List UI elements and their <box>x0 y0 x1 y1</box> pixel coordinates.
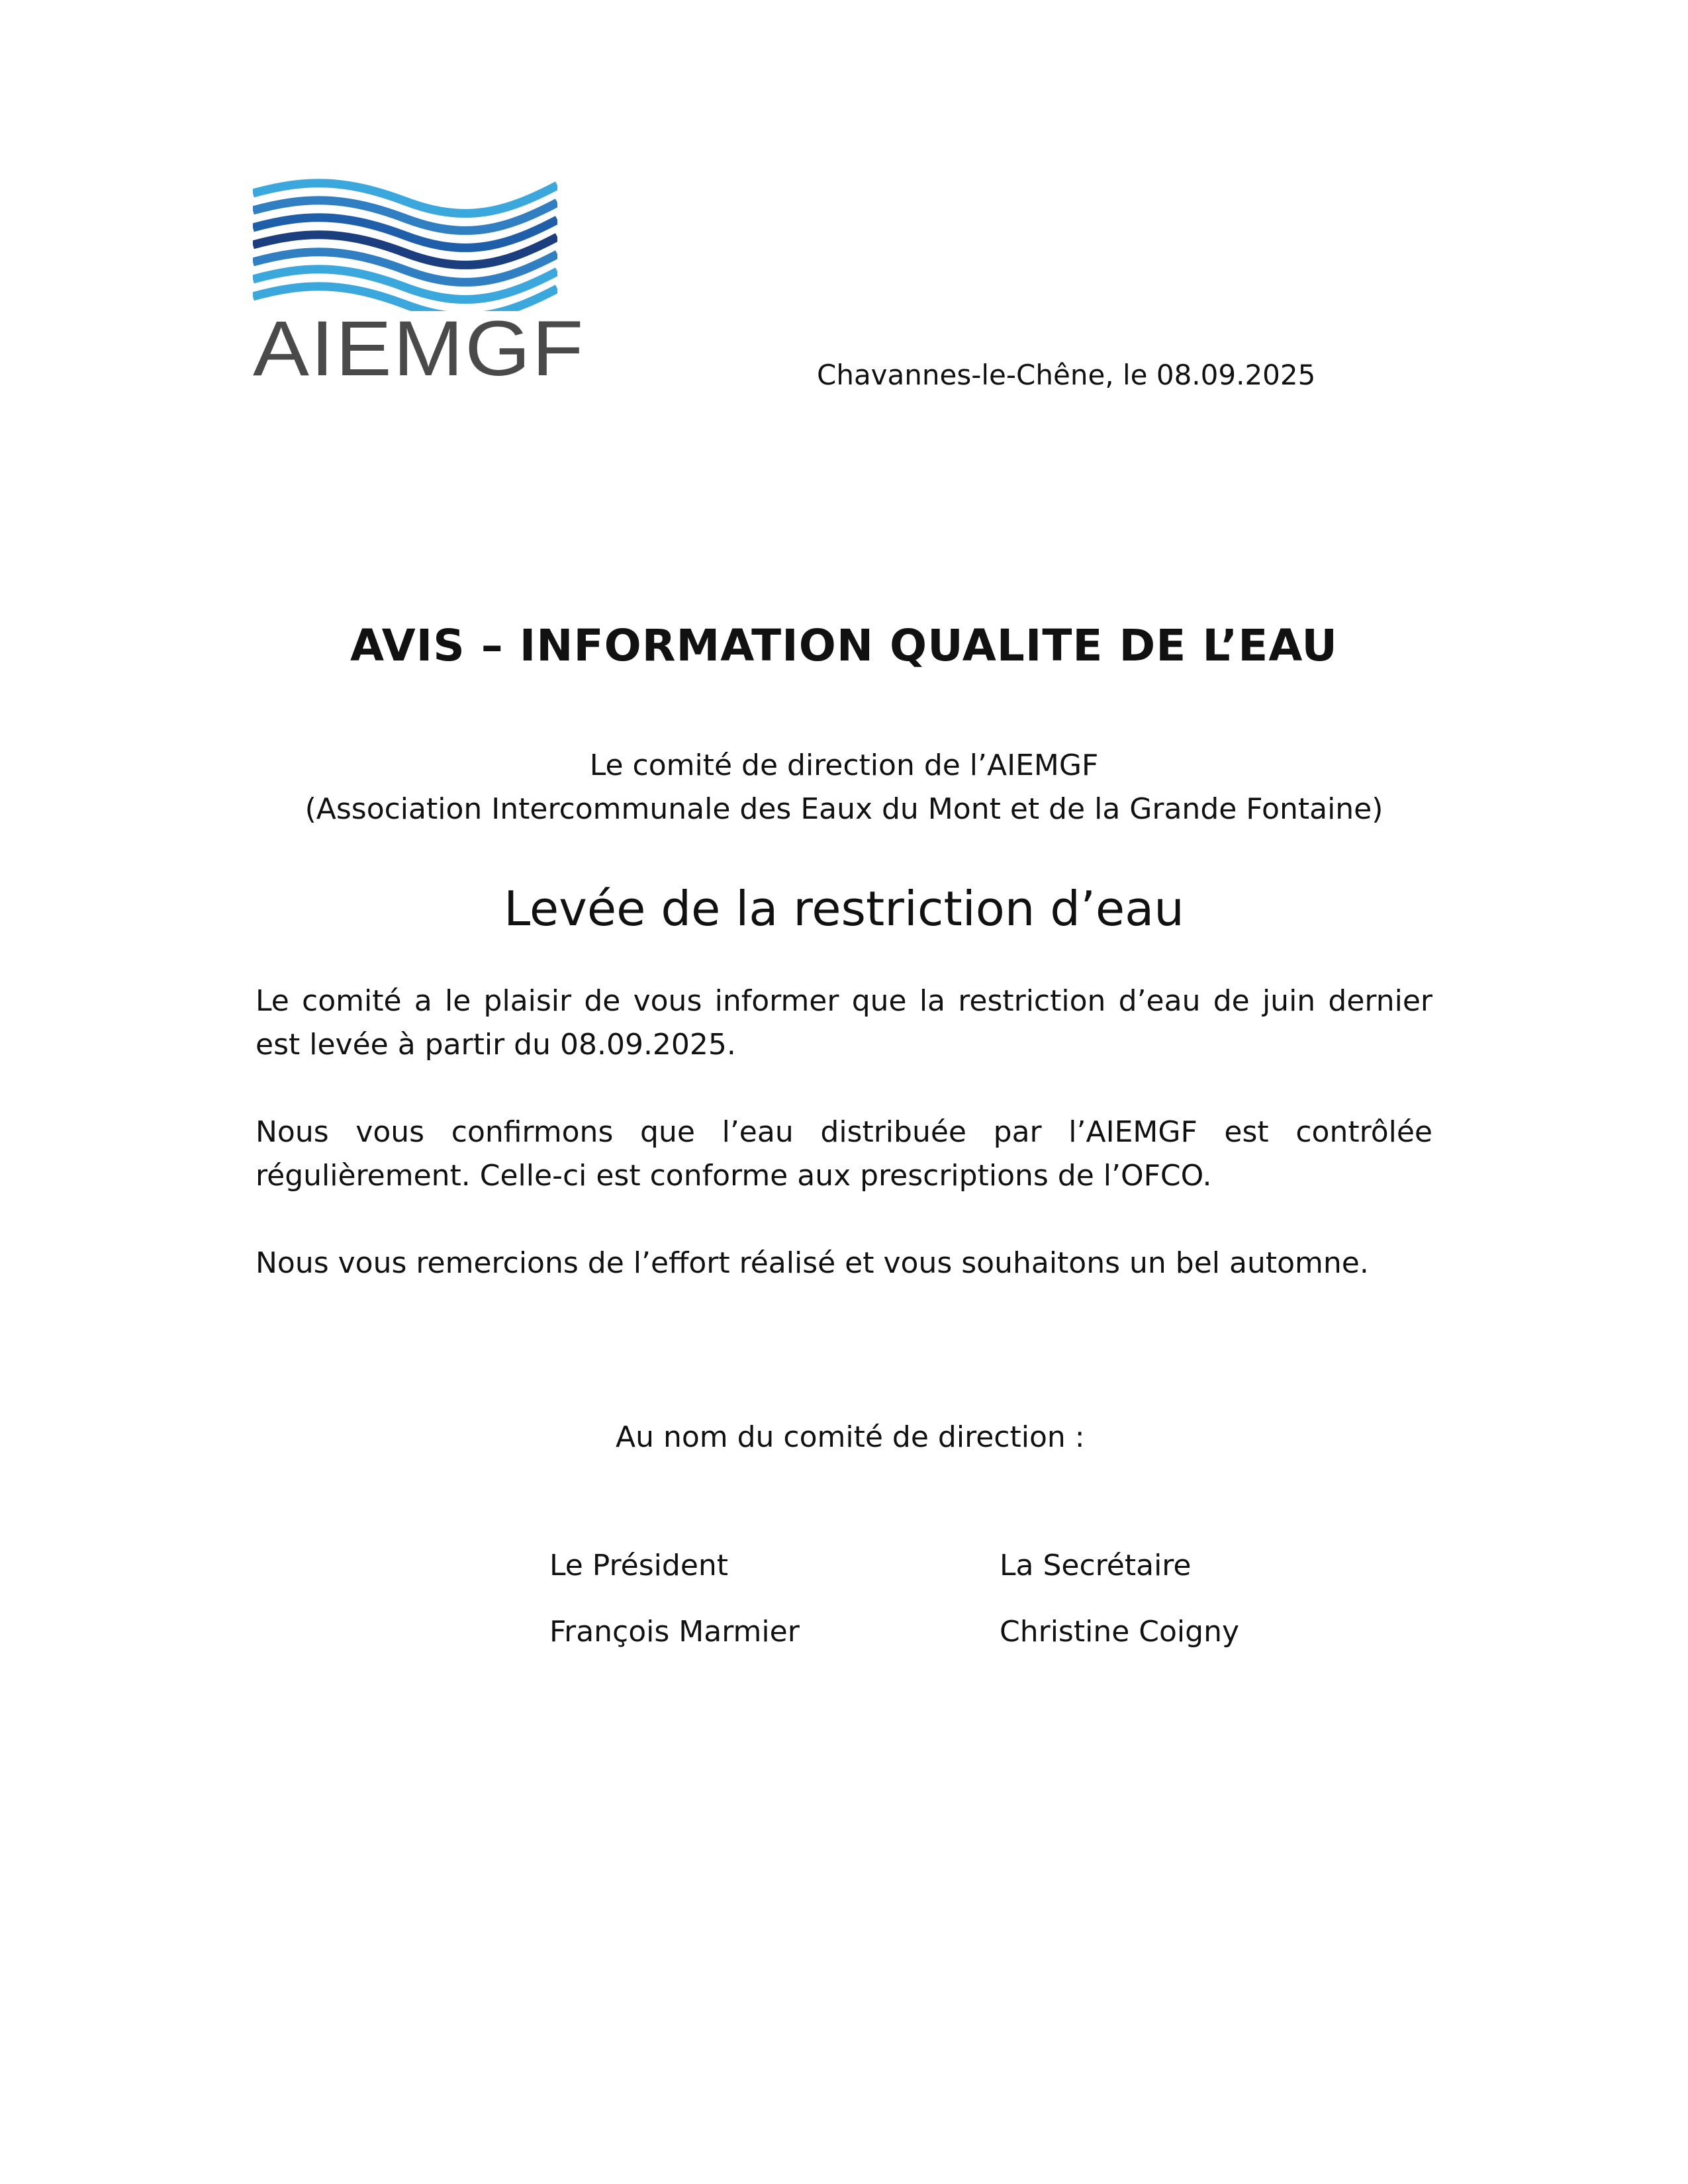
notice-body <box>256 979 1432 1329</box>
signature-name: Christine Coigny <box>1000 1615 1239 1649</box>
logo-text: AIEMGF <box>253 305 585 392</box>
place-date: Chavannes-le-Chêne, le 08.09.2025 <box>817 359 1316 391</box>
water-waves-icon <box>253 179 557 311</box>
signature-secretary <box>1000 1546 1397 1678</box>
signature-president <box>549 1546 947 1678</box>
committee-line-1: Le comité de direction de l’AIEMGF <box>589 749 1099 782</box>
signature-role: Le Président <box>549 1549 729 1582</box>
notice-subtitle: Levée de la restriction d’eau <box>504 881 1184 936</box>
closing-line: Au nom du comité de direction : <box>616 1420 1085 1454</box>
aiemgf-logo <box>253 179 585 392</box>
body-paragraph-2: Nous vous confirmons que l’eau distribuée par l’AIEMGF est contrôlée régulièrement. Celle-ci est conforme aux prescriptions de l’OFCO. <box>256 1115 1432 1193</box>
body-paragraph-3: Nous vous remercions de l’effort réalisé et vous souhaitons un bel automne. <box>256 1246 1369 1280</box>
committee-line-2: (Association Intercommunale des Eaux du Mont et de la Grande Fontaine) <box>305 792 1383 826</box>
notice-title: AVIS – INFORMATION QUALITE DE L’EAU <box>350 620 1338 671</box>
committee-heading <box>0 744 1688 831</box>
signature-name: François Marmier <box>549 1615 800 1649</box>
signature-role: La Secrétaire <box>1000 1549 1192 1582</box>
body-paragraph-1: Le comité a le plaisir de vous informer que la restriction d’eau de juin dernier est levée à partir du 08.09.2025. <box>256 984 1432 1062</box>
